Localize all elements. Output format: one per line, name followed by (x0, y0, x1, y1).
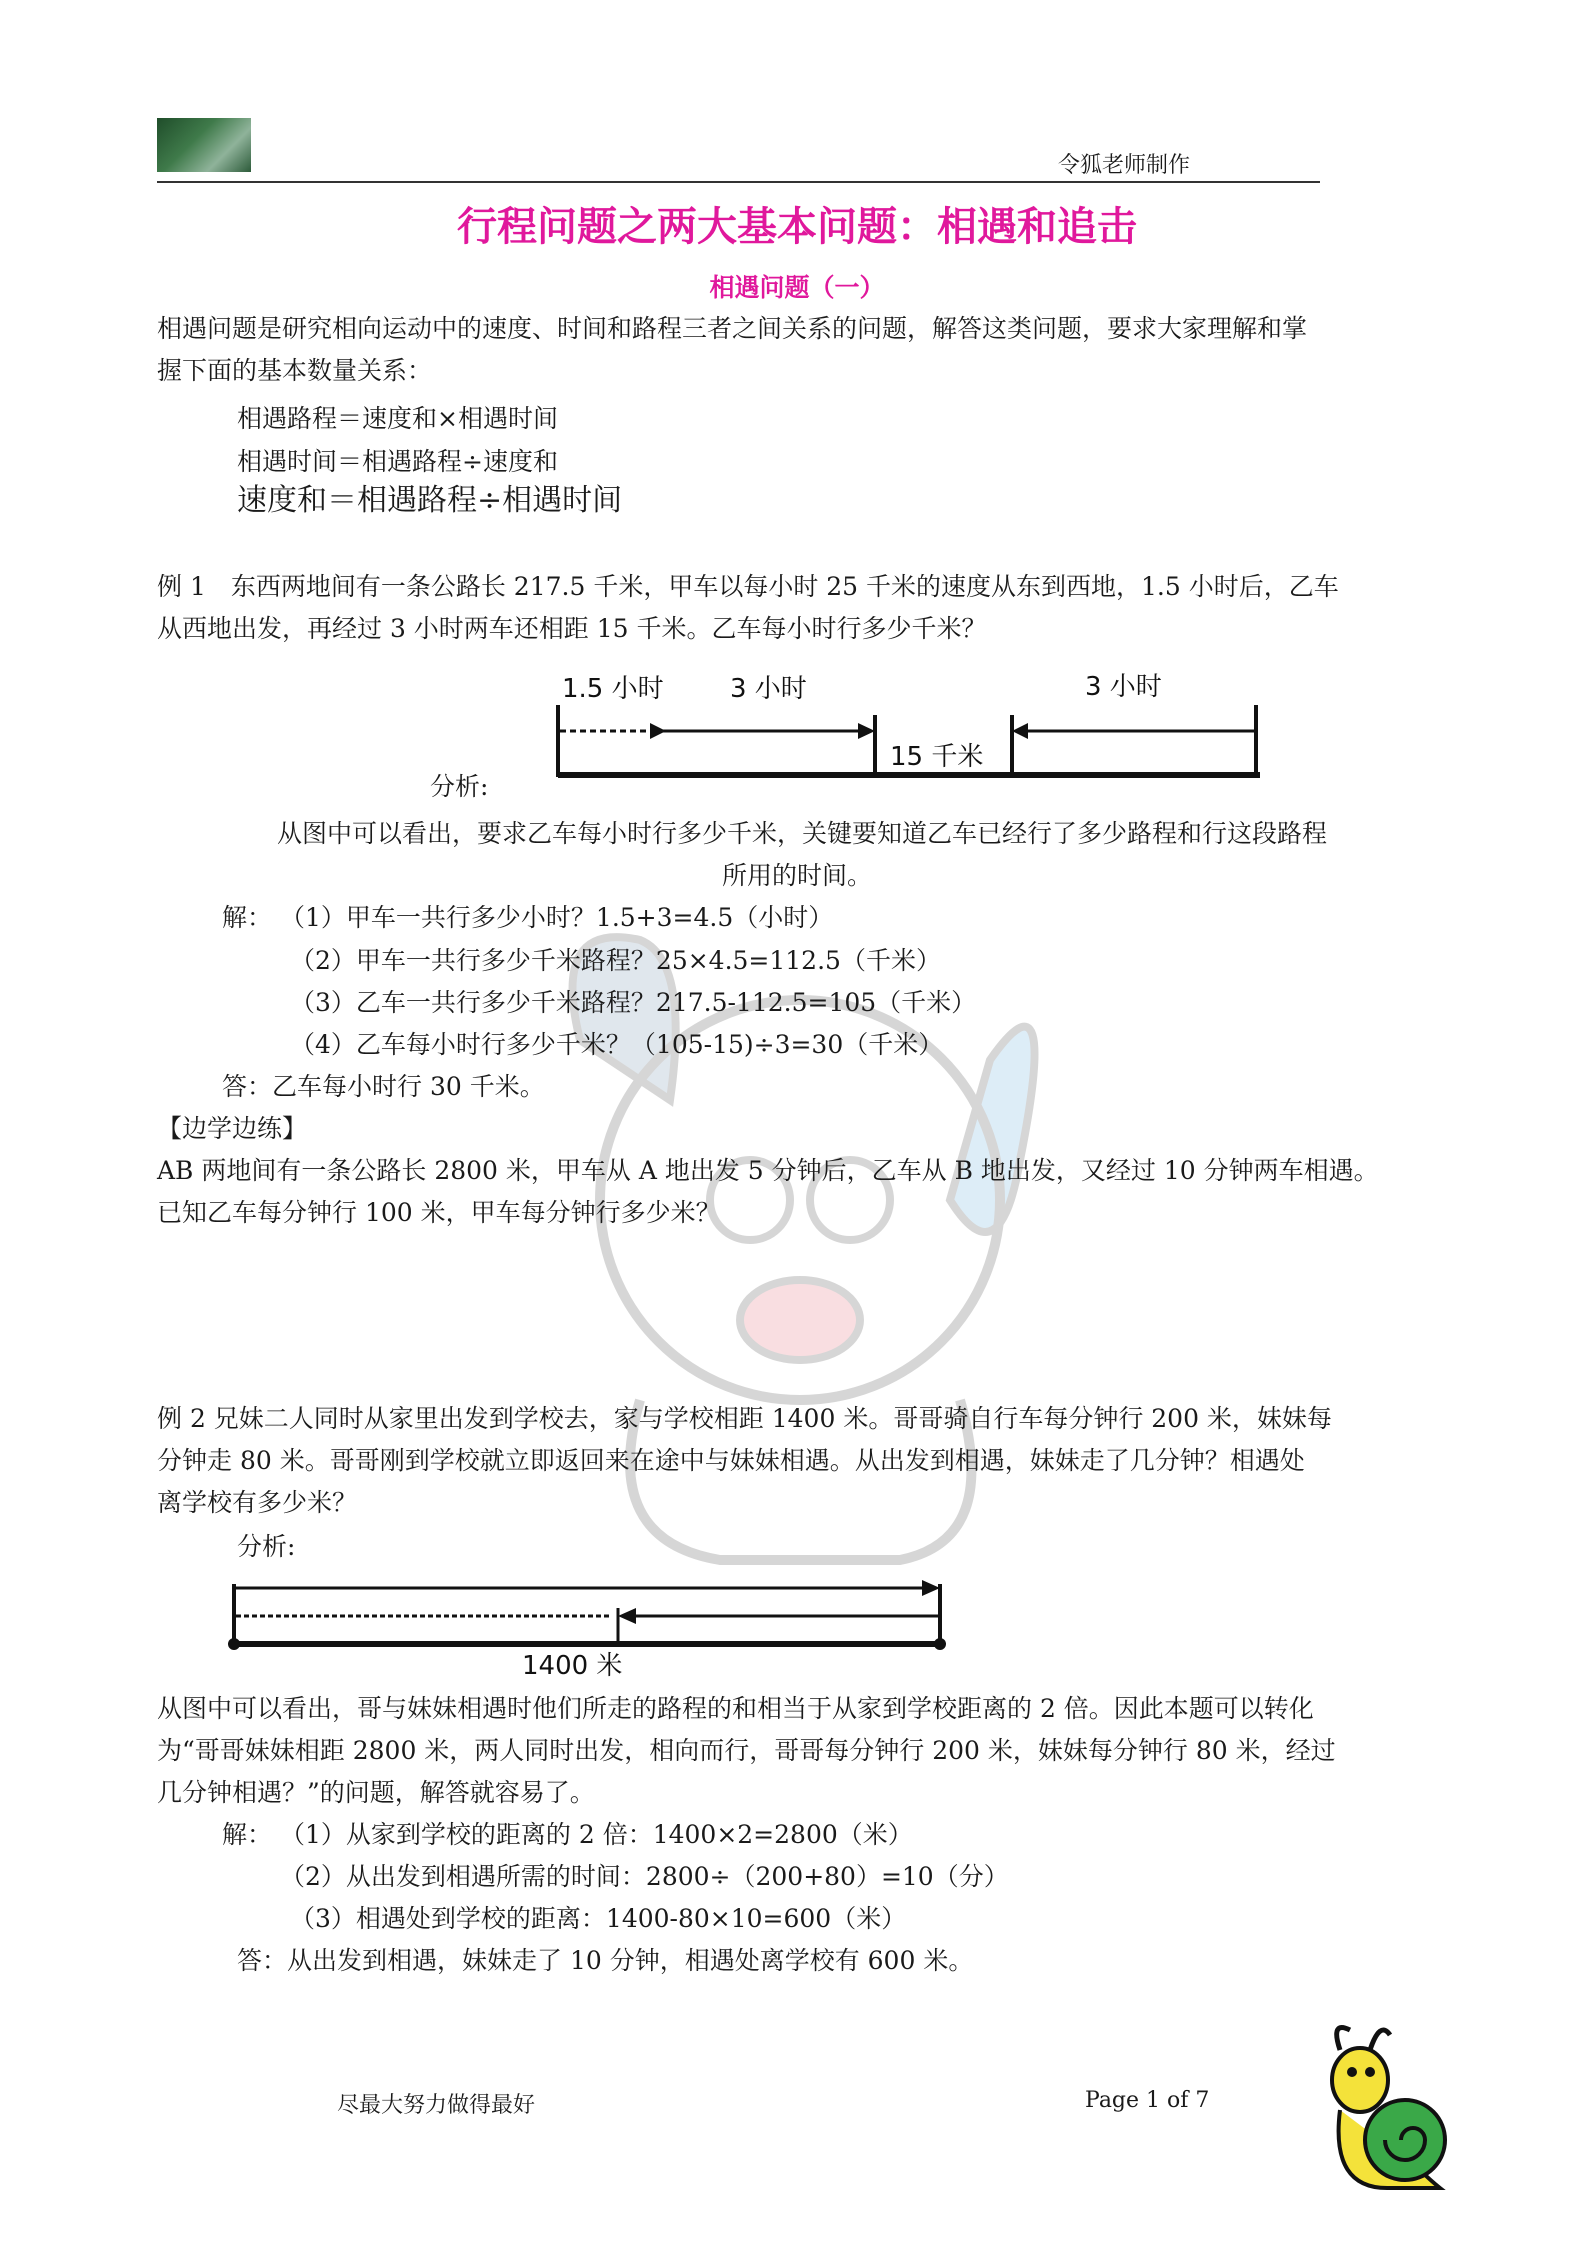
example-1-line: 例 1 东西两地间有一条公路长 217.5 千米，甲车以每小时 25 千米的速度从东到西地，1.5 小时后，乙车 (157, 572, 1339, 601)
section-subtitle: 相遇问题（一） (709, 273, 885, 302)
solution-label: 解： (222, 1820, 273, 1849)
formula: 相遇时间＝相遇路程÷速度和 (237, 447, 558, 476)
example-1-line: 从西地出发，再经过 3 小时两车还相距 15 千米。乙车每小时行多少千米？ (157, 614, 987, 643)
footer-motto: 尽最大努力做得最好 (337, 2093, 536, 2118)
diagram-label: 15 千米 (890, 742, 984, 772)
solution-step: （4）乙车每小时行多少千米？（105-15)÷3=30（千米） (290, 1030, 944, 1059)
solution-label: 解： (222, 903, 273, 932)
solution-step: （3）相遇处到学校的距离：1400-80×10=600（米） (290, 1904, 907, 1933)
example-2-line: 分钟走 80 米。哥哥刚到学校就立即返回来在途中与妹妹相遇。从出发到相遇，妹妹走了几分钟？相遇处 (157, 1446, 1305, 1475)
analysis-line: 所用的时间。 (722, 861, 873, 890)
analysis-line: 从图中可以看出，要求乙车每小时行多少千米，关键要知道乙车已经行了多少路程和行这段路程 (277, 819, 1328, 848)
answer: 答：乙车每小时行 30 千米。 (222, 1072, 545, 1101)
solution-step: （1）甲车一共行多少小时？1.5+3=4.5（小时） (280, 903, 834, 932)
solution-step: （2）甲车一共行多少千米路程？25×4.5=112.5（千米） (290, 946, 941, 975)
intro-line: 相遇问题是研究相向运动中的速度、时间和路程三者之间关系的问题，解答这类问题，要求大家理解和掌 (157, 314, 1308, 343)
solution-step: （2）从出发到相遇所需的时间：2800÷（200+80）=10（分） (280, 1862, 1009, 1891)
diagram-label: 3 小时 (1085, 672, 1162, 702)
practice-line: 已知乙车每分钟行 100 米，甲车每分钟行多少米？ (157, 1198, 721, 1227)
solution-step: （1）从家到学校的距离的 2 倍：1400×2=2800（米） (280, 1820, 913, 1849)
page-title: 行程问题之两大基本问题：相遇和追击 (457, 203, 1137, 250)
analysis-line: 几分钟相遇？”的问题，解答就容易了。 (157, 1778, 595, 1807)
example-2-diagram (222, 1568, 952, 1678)
solution-step: （3）乙车一共行多少千米路程？217.5-112.5=105（千米） (290, 988, 977, 1017)
header-rule (157, 181, 1320, 183)
snail-cartoon (1310, 2010, 1450, 2200)
example-2-line: 离学校有多少米？ (157, 1488, 358, 1517)
author-credit: 令狐老师制作 (1058, 153, 1191, 178)
answer: 答：从出发到相遇，妹妹走了 10 分钟，相遇处离学校有 600 米。 (237, 1946, 974, 1975)
example-2-line: 例 2 兄妹二人同时从家里出发到学校去，家与学校相距 1400 米。哥哥骑自行车每分钟行 200 米，妹妹每 (157, 1404, 1332, 1433)
practice-heading: 【边学边练】 (157, 1114, 308, 1143)
formula: 速度和＝相遇路程÷相遇时间 (237, 483, 623, 518)
diagram-label: 1.5 小时 (562, 674, 664, 704)
diagram-label: 1400 米 (522, 1651, 623, 1678)
page-number: Page 1 of 7 (1085, 2088, 1210, 2113)
formula: 相遇路程＝速度和×相遇时间 (237, 404, 558, 433)
intro-line: 握下面的基本数量关系： (157, 356, 433, 385)
analysis-label: 分析: (430, 772, 489, 801)
analysis-line: 从图中可以看出，哥与妹妹相遇时他们所走的路程的和相当于从家到学校距离的 2 倍。因此本题可以转化 (157, 1694, 1314, 1723)
diagram-label: 3 小时 (730, 674, 807, 704)
practice-line: AB 两地间有一条公路长 2800 米，甲车从 A 地出发 5 分钟后，乙车从 B 地出发，又经过 10 分钟两车相遇。 (157, 1156, 1379, 1185)
analysis-label: 分析: (237, 1532, 296, 1561)
example-1-diagram (540, 665, 1280, 785)
header-photo (157, 118, 251, 172)
analysis-line: 为“哥哥妹妹相距 2800 米，两人同时出发，相向而行，哥哥每分钟行 200 米，妹妹每分钟行 80 米，经过 (157, 1736, 1336, 1765)
